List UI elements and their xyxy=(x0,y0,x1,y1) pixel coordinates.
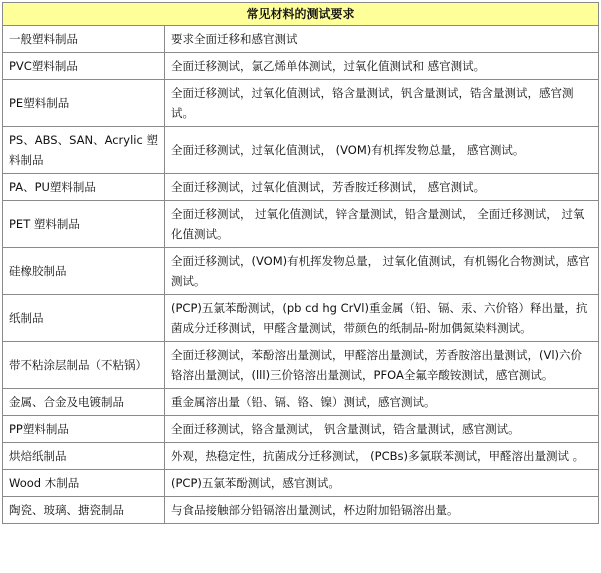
table-row xyxy=(3,53,599,80)
tests-cell: 全面迁移测试，过氧化值测试，铬含量测试，钒含量测试，锆含量测试，感官测试。 xyxy=(165,80,599,127)
requirements-table xyxy=(2,2,599,524)
table-row xyxy=(3,248,599,295)
material-cell: 硅橡胶制品 xyxy=(3,248,165,295)
material-cell: PE塑料制品 xyxy=(3,80,165,127)
material-cell: Wood 木制品 xyxy=(3,470,165,497)
material-cell: 一般塑料制品 xyxy=(3,26,165,53)
material-cell: PET 塑料制品 xyxy=(3,201,165,248)
tests-cell: 重金属溶出量（铅、镉、铬、镍）测试，感官测试。 xyxy=(165,389,599,416)
tests-cell: 与食品接触部分铅镉溶出量测试，杯边附加铅镉溶出量。 xyxy=(165,497,599,524)
material-cell: 金属、合金及电镀制品 xyxy=(3,389,165,416)
tests-cell: 全面迁移测试，过氧化值测试， (VOM)有机挥发物总量， 感官测试。 xyxy=(165,127,599,174)
table-header-row xyxy=(3,3,599,26)
table-row xyxy=(3,127,599,174)
tests-cell: (PCP)五氯苯酚测试，感官测试。 xyxy=(165,470,599,497)
material-cell: 带不粘涂层制品（不粘锅） xyxy=(3,342,165,389)
table-row xyxy=(3,342,599,389)
table-row xyxy=(3,80,599,127)
tests-cell: 全面迁移测试，氯乙烯单体测试，过氧化值测试和 感官测试。 xyxy=(165,53,599,80)
material-cell: PP塑料制品 xyxy=(3,416,165,443)
tests-cell: 全面迁移测试，过氧化值测试，芳香胺迁移测试， 感官测试。 xyxy=(165,174,599,201)
tests-cell: 全面迁移测试，苯酚溶出量测试，甲醛溶出量测试，芳香胺溶出量测试，(Vl)六价铬溶出量测试，(lll)三价铬溶出量测试，PFOA全氟辛酸铵测试，感官测试。 xyxy=(165,342,599,389)
table-row xyxy=(3,295,599,342)
table-title: 常见材料的测试要求 xyxy=(3,3,599,26)
material-cell: PA、PU塑料制品 xyxy=(3,174,165,201)
material-cell: 纸制品 xyxy=(3,295,165,342)
material-cell: PS、ABS、SAN、Acrylic 塑料制品 xyxy=(3,127,165,174)
tests-cell: (PCP)五氯苯酚测试，(pb cd hg CrVl)重金属（铅、镉、汞、六价铬）释出量，抗菌成分迁移测试，甲醛含量测试，带颜色的纸制品-附加偶氮染料测试。 xyxy=(165,295,599,342)
table-row xyxy=(3,470,599,497)
table-row xyxy=(3,416,599,443)
table-row xyxy=(3,174,599,201)
table-row xyxy=(3,443,599,470)
tests-cell: 全面迁移测试，铬含量测试， 钒含量测试，锆含量测试，感官测试。 xyxy=(165,416,599,443)
table-row xyxy=(3,497,599,524)
table-row xyxy=(3,389,599,416)
material-cell: PVC塑料制品 xyxy=(3,53,165,80)
material-cell: 陶瓷、玻璃、搪瓷制品 xyxy=(3,497,165,524)
table-row xyxy=(3,201,599,248)
material-cell: 烘焙纸制品 xyxy=(3,443,165,470)
tests-cell: 要求全面迁移和感官测试 xyxy=(165,26,599,53)
tests-cell: 外观，热稳定性，抗菌成分迁移测试， (PCBs)多氯联苯测试，甲醛溶出量测试 。 xyxy=(165,443,599,470)
tests-cell: 全面迁移测试， 过氧化值测试，锌含量测试，铅含量测试， 全面迁移测试， 过氧化值测试。 xyxy=(165,201,599,248)
tests-cell: 全面迁移测试，(VOM)有机挥发物总量， 过氧化值测试，有机锡化合物测试，感官测试。 xyxy=(165,248,599,295)
table-row xyxy=(3,26,599,53)
